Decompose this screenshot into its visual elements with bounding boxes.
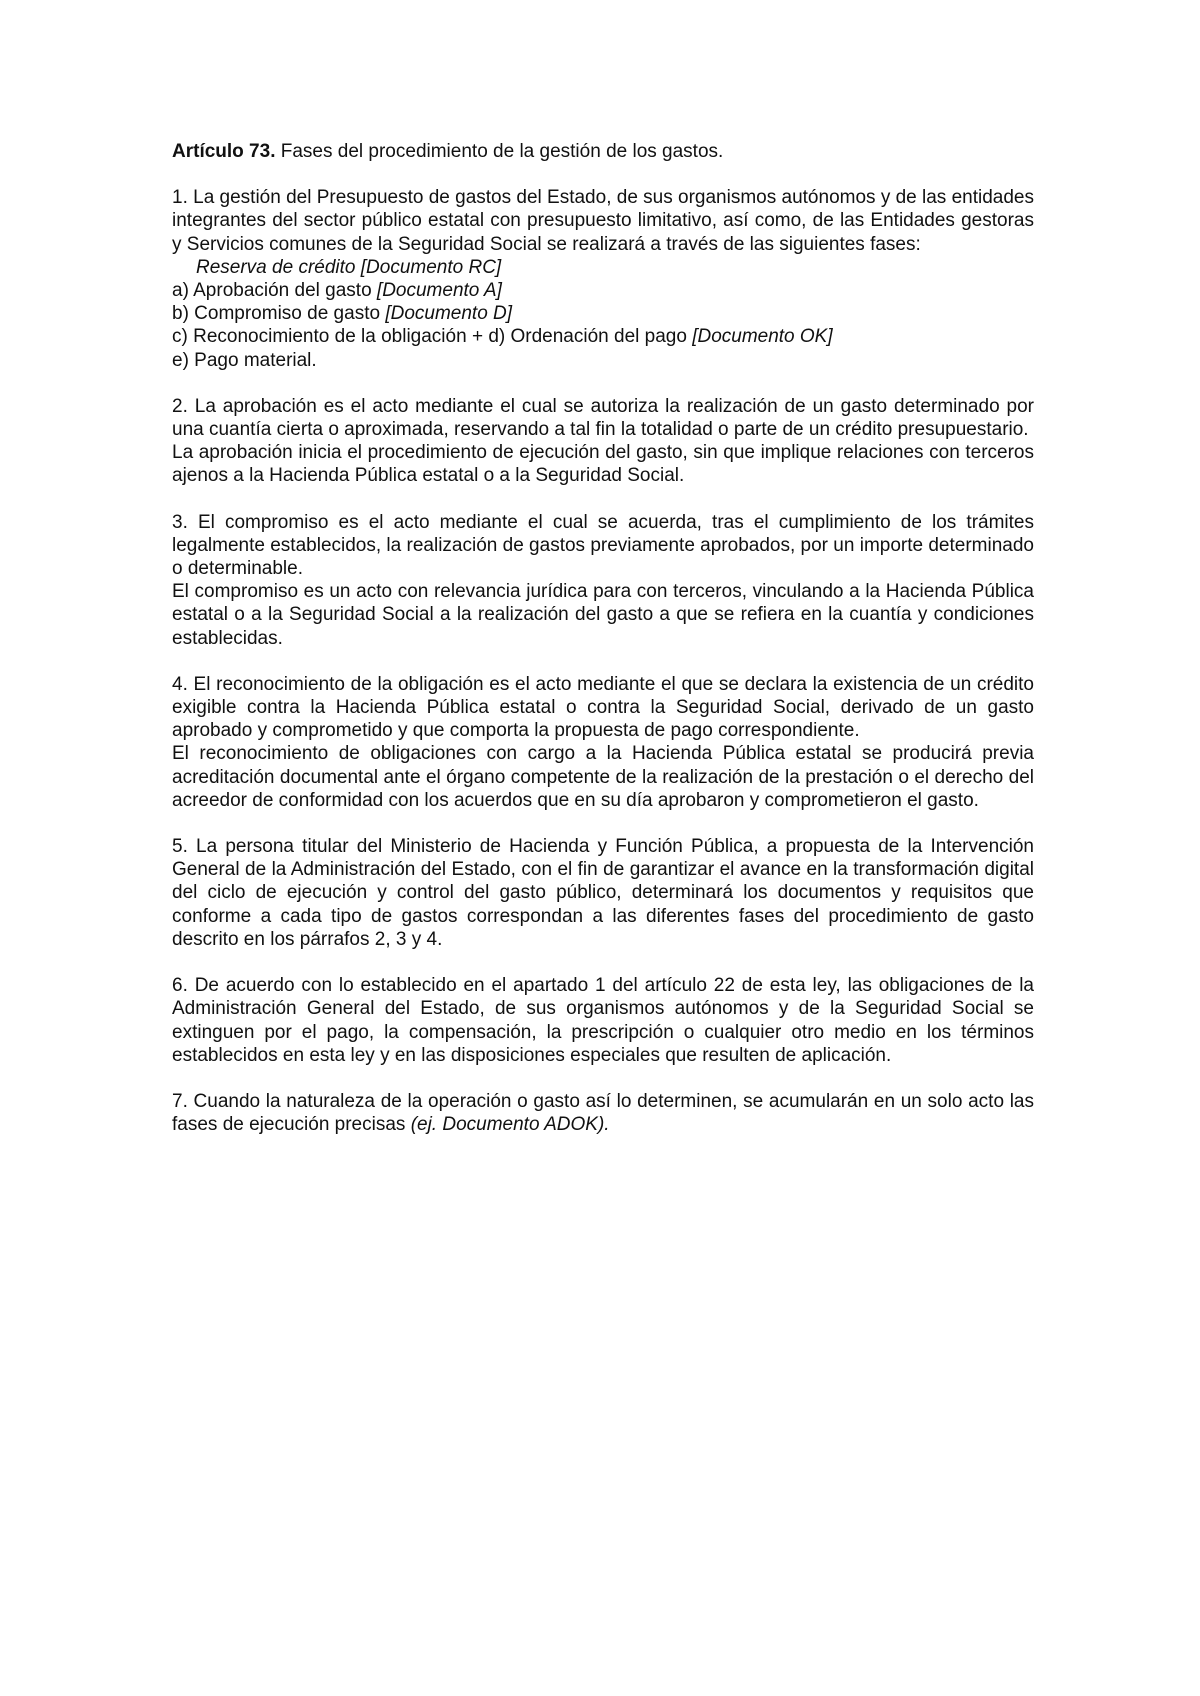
phase-b-text: b) Compromiso de gasto (172, 303, 386, 325)
phase-c-doc: [Documento OK] (692, 326, 833, 348)
paragraph-3b: El compromiso es un acto con relevancia jurídica para con terceros, vinculando a la Hacienda Pública estatal o a la Seguridad Social a la realización del gasto a que se refiera en la cuantía y condiciones establecidas. (172, 581, 1034, 649)
paragraph-4a: 4. El reconocimiento de la obligación es el acto mediante el que se declara la existencia de un crédito exigible contra la Hacienda Pública estatal o contra la Seguridad Social, derivado de un gasto aprobado y comprometido y que comporta la propuesta de pago correspondiente. (172, 673, 1034, 742)
paragraph-5a: 5. La persona titular del Ministerio de Hacienda y Función Pública, a propuesta de la Intervención General de la Administración del Estado, con el fin de garantizar el avance en la transformación digital del ciclo de ejecución y control del gasto público, determinará los documentos y requisitos que conforme a cada tipo de gastos correspondan a las diferentes fases del procedimiento de gasto descrito en los párrafos 2, 3 y 4. (172, 836, 1034, 950)
paragraph-1 (172, 186, 1034, 372)
phase-b (172, 302, 1034, 325)
phase-e: e) Pago material. (172, 349, 317, 371)
paragraph-3 (172, 511, 1034, 650)
paragraph-6a: 6. De acuerdo con lo establecido en el apartado 1 del artículo 22 de esta ley, las obligaciones de la Administración General del Estado, de sus organismos autónomos y de la Seguridad Social se extinguen por el pago, la compensación, la prescripción o cualquier otro medio en los términos establecidos en esta ley y en las disposiciones especiales que resulten de aplicación. (172, 975, 1034, 1066)
paragraph-7 (172, 1090, 1034, 1136)
phase-c (172, 325, 1034, 348)
article-heading (172, 140, 1034, 163)
phase-c-text: c) Reconocimiento de la obligación + d) Ordenación del pago (172, 326, 693, 348)
phase-b-doc: [Documento D] (385, 303, 513, 325)
phase-a-text: a) Aprobación del gasto (172, 280, 377, 302)
article-label: Artículo 73. (172, 141, 276, 162)
paragraph-2b: La aprobación inicia el procedimiento de ejecución del gasto, sin que implique relaciones con terceros ajenos a la Hacienda Pública estatal o a la Seguridad Social. (172, 442, 1034, 487)
paragraph-7a (172, 1090, 1034, 1136)
paragraph-3a: 3. El compromiso es el acto mediante el cual se acuerda, tras el cumplimiento de los trámites legalmente establecidos, la realización de gastos previamente aprobados, por un importe determinado o determinable. (172, 511, 1034, 580)
phase-a (172, 279, 1034, 302)
paragraph-2 (172, 395, 1034, 488)
paragraph-7-text: 7. Cuando la naturaleza de la operación o gasto así lo determinen, se acumularán en un solo acto las fases de ejecución precisas (172, 1090, 1034, 1136)
paragraph-2a: 2. La aprobación es el acto mediante el cual se autoriza la realización de un gasto determinado por una cuantía cierta o aproximada, reservando a tal fin la totalidad o parte de un crédito presupuestario. (172, 395, 1034, 441)
phase-reserva: Reserva de crédito [Documento RC] (196, 256, 502, 278)
paragraph-1-intro: 1. La gestión del Presupuesto de gastos del Estado, de sus organismos autónomos y de las entidades integrantes del sector público estatal con presupuesto limitativo, así como, de las Entidades gestoras y Servicios comunes de la Seguridad Social se realizará a través de las siguientes fases: (172, 187, 1034, 255)
article-title: Fases del procedimiento de la gestión de los gastos. (275, 141, 724, 162)
paragraph-4b: El reconocimiento de obligaciones con cargo a la Hacienda Pública estatal se producirá previa acreditación documental ante el órgano competente de la realización de la prestación o el derecho del acreedor de conformidad con los acuerdos que en su día aprobaron y comprometieron el gasto. (172, 743, 1034, 811)
paragraph-5 (172, 835, 1034, 951)
phase-a-doc: [Documento A] (376, 280, 502, 302)
paragraph-4 (172, 673, 1034, 812)
document-page (172, 140, 1034, 1159)
paragraph-6 (172, 974, 1034, 1067)
paragraph-7-doc: (ej. Documento ADOK). (410, 1114, 610, 1136)
